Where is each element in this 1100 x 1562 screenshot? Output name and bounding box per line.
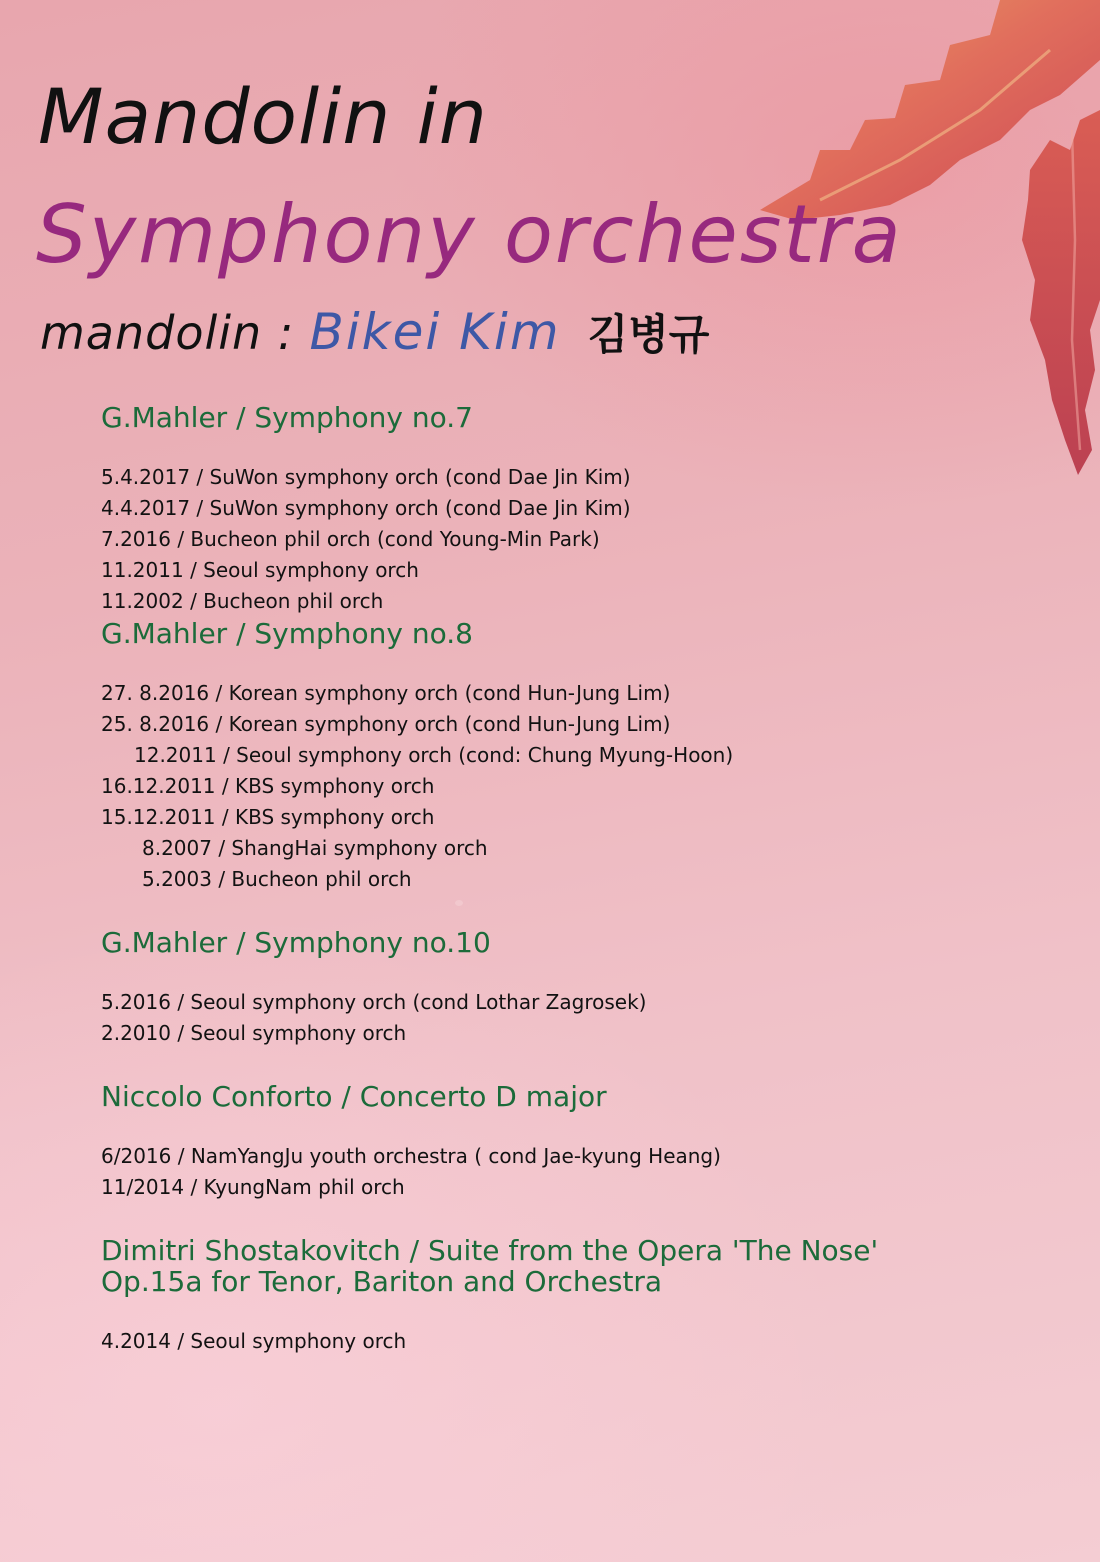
performance-item: 15.12.2011 / KBS symphony orch bbox=[101, 805, 435, 829]
instrument-label: mandolin : bbox=[40, 306, 295, 360]
performance-item: 4.4.2017 / SuWon symphony orch (cond Dae Jin Kim) bbox=[101, 496, 631, 520]
program-mahler-10 bbox=[101, 927, 981, 1049]
performer-korean-name: 김병규 bbox=[587, 310, 710, 359]
program-shostakovitch-nose bbox=[101, 1235, 981, 1357]
performance-item: 25. 8.2016 / Korean symphony orch (cond Hun-Jung Lim) bbox=[101, 712, 671, 736]
performance-item: 2.2010 / Seoul symphony orch bbox=[101, 1021, 407, 1045]
performance-item: 8.2007 / ShangHai symphony orch bbox=[142, 836, 488, 860]
title-line-2: Symphony orchestra bbox=[36, 188, 903, 281]
program-mahler-7 bbox=[101, 402, 981, 617]
program-conforto-concerto bbox=[101, 1081, 981, 1203]
performance-item: 7.2016 / Bucheon phil orch (cond Young-Min Park) bbox=[101, 527, 600, 551]
performance-item: 5.4.2017 / SuWon symphony orch (cond Dae Jin Kim) bbox=[101, 465, 631, 489]
performance-item: 6/2016 / NamYangJu youth orchestra ( cond Jae-kyung Heang) bbox=[101, 1144, 721, 1168]
work-title-line-2: Op.15a for Tenor, Bariton and Orchestra bbox=[101, 1265, 663, 1298]
work-title-line-1: Dimitri Shostakovitch / Suite from the Opera 'The Nose' bbox=[101, 1234, 879, 1267]
work-title: G.Mahler / Symphony no.10 bbox=[101, 926, 491, 959]
performance-item: 5.2016 / Seoul symphony orch (cond Lothar Zagrosek) bbox=[101, 990, 647, 1014]
performance-item: 16.12.2011 / KBS symphony orch bbox=[101, 774, 435, 798]
performance-list bbox=[101, 462, 981, 617]
title-line-1: Mandolin in bbox=[38, 72, 488, 161]
program-mahler-8 bbox=[101, 618, 981, 895]
performance-item: 4.2014 / Seoul symphony orch bbox=[101, 1329, 407, 1353]
performance-item: 12.2011 / Seoul symphony orch (cond: Chung Myung-Hoon) bbox=[134, 743, 734, 767]
performer-credit bbox=[40, 302, 709, 362]
work-title: G.Mahler / Symphony no.7 bbox=[101, 401, 473, 434]
performance-list bbox=[101, 1326, 981, 1357]
paper-texture-speck bbox=[455, 900, 463, 906]
performance-item: 5.2003 / Bucheon phil orch bbox=[142, 867, 412, 891]
performance-item: 27. 8.2016 / Korean symphony orch (cond Hun-Jung Lim) bbox=[101, 681, 671, 705]
performance-item: 11.2011 / Seoul symphony orch bbox=[101, 558, 419, 582]
performance-item: 11.2002 / Bucheon phil orch bbox=[101, 589, 384, 613]
performance-list bbox=[101, 1141, 981, 1203]
work-title: Niccolo Conforto / Concerto D major bbox=[101, 1080, 607, 1113]
performance-list bbox=[101, 987, 981, 1049]
performance-list bbox=[101, 678, 981, 895]
performance-item: 11/2014 / KyungNam phil orch bbox=[101, 1175, 405, 1199]
work-title: G.Mahler / Symphony no.8 bbox=[101, 617, 473, 650]
performer-name: Bikei Kim bbox=[309, 303, 561, 361]
